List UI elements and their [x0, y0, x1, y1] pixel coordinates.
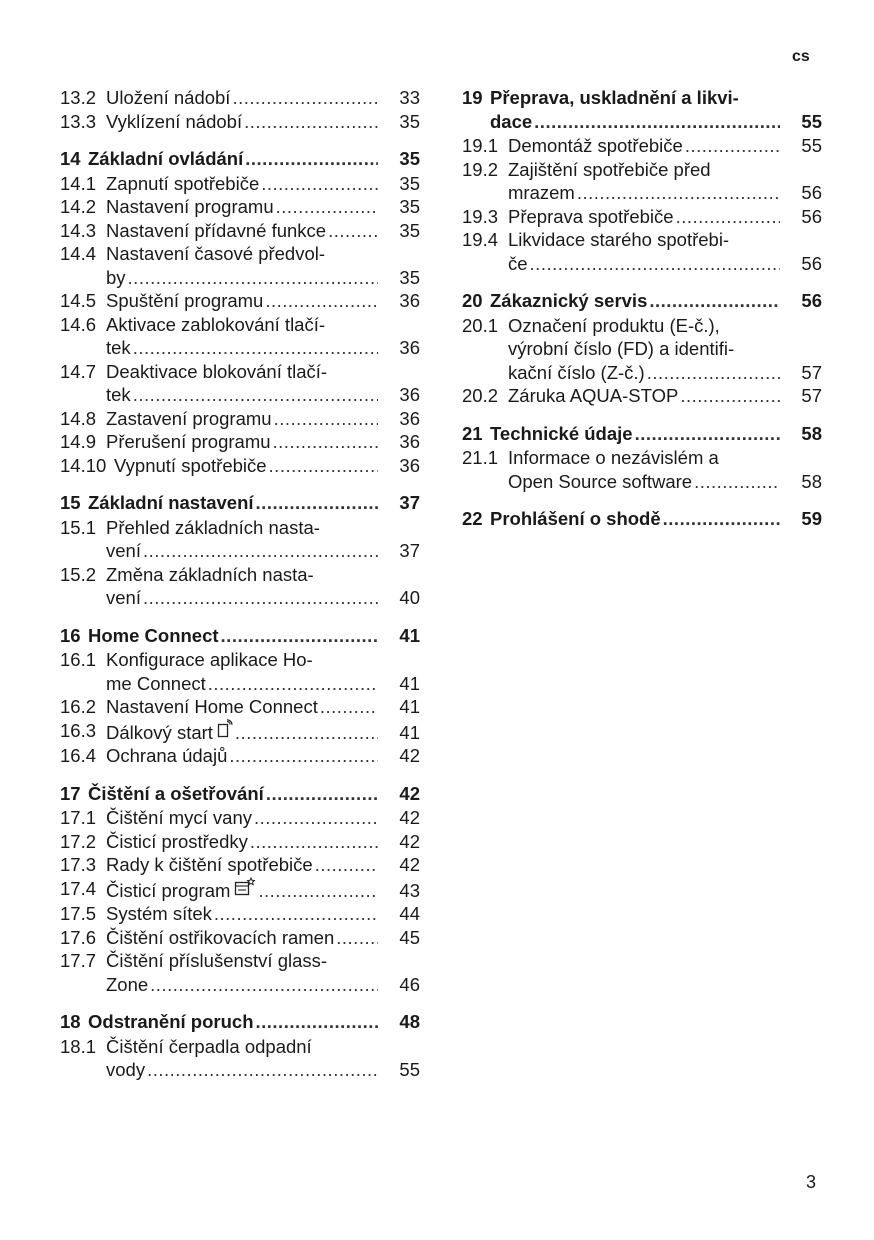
toc-entry-title: Čisticí program — [106, 879, 231, 901]
toc-entry-title: Zákaznický servis — [490, 290, 648, 311]
toc-entry-title: Ochrana údajů — [106, 745, 228, 766]
toc-entry[interactable] — [60, 648, 420, 695]
toc-dot-leader — [635, 422, 780, 446]
toc-entry[interactable] — [60, 219, 420, 243]
language-code: cs — [792, 48, 810, 65]
toc-section — [462, 507, 822, 531]
toc-dot-leader — [647, 361, 780, 385]
toc-entry-number: 16.4 — [60, 745, 97, 766]
toc-entry-title: vení — [106, 540, 141, 561]
toc-entry-number: 14.9 — [60, 431, 97, 452]
toc-entry-title: tek — [106, 337, 131, 358]
toc-dot-leader — [128, 266, 378, 290]
toc-dot-leader — [133, 383, 378, 407]
toc-section — [60, 782, 420, 997]
toc-entry[interactable] — [60, 902, 420, 926]
toc-page-number: 58 — [801, 422, 822, 444]
toc-entry-number: 22 — [462, 508, 483, 529]
toc-entry-number: 20.1 — [462, 314, 499, 336]
toc-entry-title: Čištění čerpadla odpadní — [106, 1035, 312, 1057]
toc-entry-title: Open Source software — [508, 470, 693, 492]
toc-entry-title: dace — [490, 110, 533, 132]
toc-entry-number: 17.5 — [60, 903, 97, 924]
toc-page-number: 57 — [801, 361, 822, 383]
toc-entry-title: kační číslo (Z-č.) — [508, 361, 645, 383]
toc-entry-title: Změna základních nasta- — [106, 563, 314, 585]
toc-page-number: 58 — [801, 470, 822, 492]
toc-page-number: 42 — [399, 745, 420, 766]
toc-entry[interactable] — [60, 407, 420, 431]
toc-entry-number: 14 — [60, 148, 81, 169]
toc-entry-title: Čištění a ošetřování — [88, 782, 264, 804]
toc-entry-number: 14.6 — [60, 313, 97, 335]
toc-page-number: 33 — [399, 87, 420, 108]
toc-page-number: 42 — [399, 782, 420, 804]
toc-entry-number: 17.6 — [60, 926, 97, 948]
toc-dot-leader — [320, 695, 378, 719]
toc-entry-number: 15 — [60, 492, 81, 513]
toc-page-number: 56 — [801, 290, 822, 311]
toc-page-number: 59 — [801, 508, 822, 529]
toc-entry-title: Čištění mycí vany — [106, 807, 252, 828]
toc-entry-title: Vyklízení nádobí — [106, 110, 243, 132]
toc-entry-title: Čištění příslušenství glass- — [106, 950, 328, 971]
toc-dot-leader — [208, 672, 378, 696]
toc-chapter-heading[interactable] — [60, 624, 420, 648]
toc-entry-number: 16.3 — [60, 719, 97, 741]
toc-entry[interactable] — [60, 516, 420, 563]
toc-page-number: 36 — [399, 290, 420, 311]
toc-dot-leader — [254, 806, 378, 830]
toc-entry-number: 21.1 — [462, 447, 499, 468]
toc-page-number: 41 — [399, 721, 420, 743]
toc-entry[interactable] — [462, 134, 822, 158]
toc-entry[interactable] — [60, 806, 420, 830]
toc-entry-title: Likvidace starého spotřebi- — [508, 229, 730, 250]
toc-entry-title: Záruka AQUA-STOP — [508, 385, 679, 406]
toc-entry-title: Nastavení programu — [106, 196, 274, 217]
toc-entry-title: Odstranění poruch — [88, 1011, 254, 1032]
toc-page-number: 56 — [801, 205, 822, 227]
toc-entry-title: Základní ovládání — [88, 148, 244, 169]
toc-chapter-heading[interactable] — [462, 86, 822, 133]
toc-entry-title: Rady k čištění spotřebiče — [106, 854, 313, 875]
toc-page-number: 55 — [399, 1059, 420, 1080]
toc-page-number: 42 — [399, 830, 420, 852]
toc-dot-leader — [276, 195, 378, 219]
toc-page-number: 36 — [399, 384, 420, 405]
toc-entry-title: Prohlášení o shodě — [490, 508, 661, 529]
toc-entry[interactable] — [60, 744, 420, 768]
toc-page-number: 57 — [801, 385, 822, 406]
toc-entry-title: by — [106, 266, 126, 288]
toc-page-number: 41 — [399, 624, 420, 646]
toc-entry-number: 14.5 — [60, 290, 97, 311]
toc-entry-number: 14.3 — [60, 219, 97, 241]
toc-entry[interactable] — [462, 228, 822, 275]
toc-section — [60, 491, 420, 610]
toc-entry-number: 19.2 — [462, 158, 499, 180]
toc-entry-number: 19.1 — [462, 135, 499, 156]
toc-dot-leader — [273, 430, 378, 454]
toc-page-number: 46 — [399, 973, 420, 995]
toc-dot-leader — [265, 289, 378, 313]
toc-chapter-heading[interactable] — [60, 491, 420, 515]
toc-entry-title: Nastavení přídavné funkce — [106, 219, 327, 241]
toc-page-number: 35 — [399, 148, 420, 169]
toc-entry-title: vody — [106, 1059, 146, 1080]
toc-entry-number: 20 — [462, 290, 483, 311]
toc-entry[interactable] — [462, 314, 822, 385]
toc-page-number: 35 — [399, 196, 420, 217]
toc-entry-title: me Connect — [106, 672, 206, 694]
toc-entry-title: Zone — [106, 973, 149, 995]
toc-dot-leader — [663, 507, 780, 531]
toc-entry-number: 14.2 — [60, 196, 97, 217]
toc-page-number: 48 — [399, 1011, 420, 1032]
machine-care-icon — [234, 877, 256, 903]
toc-entry-number: 13.3 — [60, 110, 97, 132]
toc-column-left — [60, 86, 420, 1096]
toc-entry-title: tek — [106, 384, 131, 405]
toc-dot-leader — [133, 336, 378, 360]
toc-page-number: 35 — [399, 172, 420, 194]
toc-dot-leader — [577, 181, 780, 205]
toc-dot-leader — [258, 879, 378, 903]
toc-entry-title: Přehled základních nasta- — [106, 516, 320, 538]
toc-dot-leader — [229, 744, 378, 768]
toc-page-number: 55 — [801, 135, 822, 156]
toc-entry-number: 16 — [60, 624, 81, 646]
toc-column-right — [462, 86, 822, 545]
toc-page-number: 36 — [399, 337, 420, 358]
toc-section — [462, 422, 822, 494]
toc-entry-number: 17.3 — [60, 854, 97, 875]
toc-entry-number: 19.3 — [462, 205, 499, 227]
toc-page-number: 43 — [399, 879, 420, 901]
toc-entry-title: Nastavení Home Connect — [106, 696, 318, 717]
toc-entry-title: Home Connect — [88, 624, 219, 646]
toc-entry-title: Čisticí prostředky — [106, 830, 248, 852]
toc-chapter-heading[interactable] — [60, 1010, 420, 1034]
toc-entry[interactable] — [60, 926, 420, 950]
toc-page-number: 35 — [399, 266, 420, 288]
toc-entry[interactable] — [60, 454, 420, 478]
toc-entry-number: 16.1 — [60, 649, 97, 670]
toc-section — [60, 1010, 420, 1082]
toc-entry-number: 14.8 — [60, 407, 97, 429]
toc-chapter-heading[interactable] — [462, 289, 822, 313]
toc-dot-leader — [685, 134, 780, 158]
toc-entry-title: Přerušení programu — [106, 431, 271, 452]
toc-entry-number: 19 — [462, 87, 483, 108]
toc-entry-title: če — [508, 252, 528, 274]
toc-section — [60, 624, 420, 768]
toc-entry-number: 17.1 — [60, 807, 97, 828]
toc-chapter-heading[interactable] — [60, 147, 420, 171]
toc-entry-title: Technické údaje — [490, 422, 633, 444]
toc-entry[interactable] — [462, 205, 822, 229]
toc-dot-leader — [143, 586, 378, 610]
toc-dot-leader — [269, 454, 378, 478]
toc-entry-number: 17.7 — [60, 950, 97, 971]
toc-dot-leader — [256, 491, 378, 515]
toc-page-number: 36 — [399, 407, 420, 429]
toc-page-number: 36 — [399, 454, 420, 476]
toc-dot-leader — [694, 470, 780, 494]
toc-entry[interactable] — [60, 949, 420, 996]
toc-entry[interactable] — [60, 877, 420, 903]
toc-entry-number: 18 — [60, 1011, 81, 1032]
toc-dot-leader — [530, 252, 780, 276]
toc-dot-leader — [328, 219, 378, 243]
toc-entry[interactable] — [60, 719, 420, 745]
toc-dot-leader — [244, 110, 378, 134]
toc-entry-title: Přeprava spotřebiče — [508, 205, 674, 227]
toc-entry-title: Systém sítek — [106, 903, 212, 924]
toc-entry[interactable] — [60, 110, 420, 134]
toc-section — [462, 86, 822, 275]
toc-entry-title: Demontáž spotřebiče — [508, 135, 683, 156]
toc-page-number: 42 — [399, 807, 420, 828]
toc-entry[interactable] — [60, 563, 420, 610]
toc-entry[interactable] — [60, 289, 420, 313]
toc-page-number: 41 — [399, 696, 420, 717]
page-number: 3 — [806, 1172, 817, 1192]
toc-dot-leader — [274, 407, 378, 431]
toc-chapter-heading[interactable] — [60, 782, 420, 806]
toc-entry-title: Spuštění programu — [106, 290, 264, 311]
toc-dot-leader — [150, 973, 378, 997]
toc-entry-number: 15.2 — [60, 563, 97, 585]
toc-entry-title: Vypnutí spotřebiče — [114, 454, 267, 476]
toc-entry[interactable] — [60, 242, 420, 289]
toc-dot-leader — [336, 926, 378, 950]
toc-dot-leader — [534, 110, 780, 134]
toc-entry-number: 21 — [462, 422, 483, 444]
toc-dot-leader — [147, 1058, 378, 1082]
toc-entry-number: 14.1 — [60, 172, 97, 194]
toc-page-number: 41 — [399, 672, 420, 694]
toc-entry-title: Zapnutí spotřebiče — [106, 172, 260, 194]
toc-page-number: 45 — [399, 926, 420, 948]
toc-page-number: 37 — [399, 540, 420, 561]
toc-dot-leader — [245, 147, 378, 171]
toc-entry-title: Přeprava, uskladnění a likvi- — [490, 87, 739, 108]
toc-section — [60, 86, 420, 133]
toc-entry-title: Zajištění spotřebiče před — [508, 158, 711, 180]
toc-entry[interactable] — [60, 172, 420, 196]
toc-entry-number: 14.10 — [60, 454, 107, 476]
toc-dot-leader — [232, 86, 378, 110]
toc-entry[interactable] — [60, 360, 420, 407]
toc-page-number: 44 — [399, 903, 420, 924]
toc-dot-leader — [649, 289, 780, 313]
toc-dot-leader — [214, 902, 378, 926]
toc-dot-leader — [143, 539, 378, 563]
toc-entry-number: 19.4 — [462, 229, 499, 250]
toc-section — [60, 147, 420, 477]
toc-entry-number: 18.1 — [60, 1035, 97, 1057]
toc-entry-number: 14.4 — [60, 243, 97, 264]
toc-dot-leader — [235, 721, 378, 745]
toc-entry-number: 15.1 — [60, 516, 97, 538]
toc-dot-leader — [680, 384, 780, 408]
toc-entry[interactable] — [60, 86, 420, 110]
toc-dot-leader — [315, 853, 378, 877]
toc-entry[interactable] — [462, 446, 822, 493]
toc-entry-title: Informace o nezávislém a — [508, 447, 719, 468]
toc-entry-title: Nastavení časové předvol- — [106, 243, 326, 264]
toc-entry[interactable] — [462, 384, 822, 408]
toc-entry-number: 17 — [60, 782, 81, 804]
toc-entry[interactable] — [60, 695, 420, 719]
toc-page-number: 56 — [801, 182, 822, 203]
toc-entry-number: 14.7 — [60, 360, 97, 382]
toc-entry-number: 17.2 — [60, 830, 97, 852]
toc-entry-title: vení — [106, 587, 141, 608]
toc-entry-title: Uložení nádobí — [106, 87, 231, 108]
toc-entry-title: výrobní číslo (FD) a identifi- — [508, 338, 735, 359]
toc-entry[interactable] — [60, 430, 420, 454]
toc-entry[interactable] — [60, 830, 420, 854]
toc-page-number: 40 — [399, 587, 420, 608]
toc-dot-leader — [266, 782, 378, 806]
toc-page-number: 35 — [399, 219, 420, 241]
toc-page-number: 35 — [399, 110, 420, 132]
toc-entry[interactable] — [60, 853, 420, 877]
toc-chapter-heading[interactable] — [462, 507, 822, 531]
toc-entry-title: Čištění ostřikovacích ramen — [106, 926, 335, 948]
toc-entry-number: 16.2 — [60, 696, 97, 717]
toc-page-number: 55 — [801, 110, 822, 132]
toc-page-number: 37 — [399, 492, 420, 513]
toc-entry[interactable] — [60, 313, 420, 360]
toc-entry[interactable] — [60, 1035, 420, 1082]
toc-entry-title: Konfigurace aplikace Ho- — [106, 649, 313, 670]
toc-entry[interactable] — [60, 195, 420, 219]
toc-dot-leader — [676, 205, 780, 229]
toc-entry-title: Deaktivace blokování tlačí- — [106, 360, 328, 382]
toc-page-number: 56 — [801, 252, 822, 274]
toc-entry-title: Dálkový start — [106, 721, 213, 743]
toc-dot-leader — [261, 172, 378, 196]
toc-entry-title: Aktivace zablokování tlačí- — [106, 313, 326, 335]
toc-dot-leader — [250, 830, 378, 854]
remote-start-icon — [217, 719, 233, 745]
toc-entry-title: Zastavení programu — [106, 407, 272, 429]
toc-dot-leader — [221, 624, 378, 648]
toc-entry[interactable] — [462, 158, 822, 205]
toc-entry-number: 17.4 — [60, 877, 97, 899]
toc-dot-leader — [256, 1010, 379, 1034]
toc-entry-title: mrazem — [508, 182, 575, 203]
toc-section — [462, 289, 822, 408]
toc-entry-title: Základní nastavení — [88, 492, 254, 513]
toc-entry-number: 13.2 — [60, 87, 97, 108]
toc-entry-number: 20.2 — [462, 385, 499, 406]
toc-entry-title: Označení produktu (E-č.), — [508, 314, 720, 336]
toc-page-number: 42 — [399, 854, 420, 875]
toc-page-number: 36 — [399, 431, 420, 452]
toc-chapter-heading[interactable] — [462, 422, 822, 446]
